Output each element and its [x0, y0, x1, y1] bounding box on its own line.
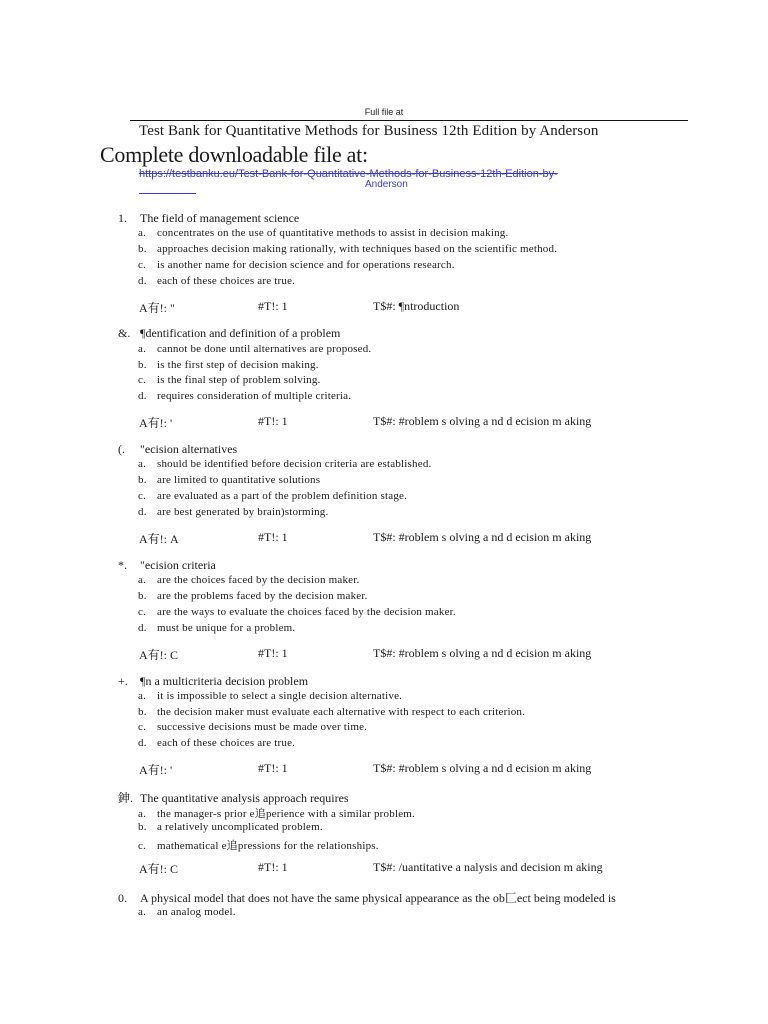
question-1-stem	[118, 211, 299, 226]
answer-label: A有!: C	[139, 862, 179, 876]
option-b: b. are limited to quantitative solutions	[138, 474, 321, 486]
option-d: d. each of these choices are true.	[138, 737, 296, 749]
option-c: c. successive decisions must be made over time.	[138, 721, 368, 733]
option-c: c. is another name for decision science and for operations research.	[138, 259, 455, 271]
answer-label: A有!: '	[139, 416, 173, 430]
link-underline	[139, 193, 196, 194]
question-5-stem	[118, 674, 308, 689]
option-b: b. the decision maker must evaluate each alternative with respect to each criterion.	[138, 706, 526, 718]
option-a: a. cannot be done until alternatives are proposed.	[138, 343, 372, 355]
question-text: The quantitative analysis approach requires	[140, 791, 349, 805]
answer-label: A有!: '	[139, 763, 173, 777]
question-number: +.	[118, 674, 128, 688]
answer-label: A有!: "	[139, 301, 175, 315]
question-text: "ecision alternatives	[140, 442, 238, 456]
question-6-stem	[118, 789, 349, 806]
question-number: 鉮.	[118, 791, 134, 805]
option-b: b. approaches decision making rationally, with techniques based on the scientific method.	[138, 243, 558, 255]
option-b: b. are the problems faced by the decision maker.	[138, 590, 368, 602]
option-d: d. each of these choices are true.	[138, 275, 296, 287]
question-text: ¶dentification and definition of a problem	[140, 326, 341, 340]
download-heading: Complete downloadable file at:	[100, 142, 368, 167]
option-d: d. requires consideration of multiple criteria.	[138, 390, 352, 402]
question-3-stem	[118, 442, 237, 457]
option-a: a. are the choices faced by the decision maker.	[138, 574, 360, 586]
question-text: The field of management science	[140, 211, 300, 225]
question-7-stem	[118, 889, 616, 906]
option-c: c. are the ways to evaluate the choices faced by the decision maker.	[138, 606, 456, 618]
topic-label: T$#: #roblem s olving a nd d ecision m aking	[373, 646, 592, 660]
option-a: a. an analog model.	[138, 906, 236, 918]
points-label: #T!: 1	[258, 530, 288, 544]
question-text: A physical model that does not have the same physical appearance as the ob匚ect being modeled is	[140, 891, 616, 905]
option-b: b. a relatively uncomplicated problem.	[138, 821, 323, 833]
option-a: a. should be identified before decision criteria are established.	[138, 458, 432, 470]
topic-label: T$#: #roblem s olving a nd d ecision m aking	[373, 761, 592, 775]
option-a: a. the manager-s prior e追perience with a similar problem.	[138, 808, 415, 820]
option-b: b. is the first step of decision making.	[138, 359, 319, 371]
question-text: ¶n a multicriteria decision problem	[140, 674, 309, 688]
question-text: "ecision criteria	[140, 558, 216, 572]
topic-label: T$#: /uantitative a nalysis and decision m aking	[373, 860, 603, 874]
answer-label: A有!: A	[139, 532, 179, 546]
points-label: #T!: 1	[258, 299, 288, 313]
header-rule	[130, 120, 688, 121]
full-file-label: Full file at	[364, 107, 404, 117]
question-2-stem	[118, 326, 340, 341]
answer-label: A有!: C	[139, 648, 179, 662]
question-number: *.	[118, 558, 127, 572]
points-label: #T!: 1	[258, 761, 288, 775]
option-d: d. are best generated by brain)storming.	[138, 506, 329, 518]
question-number: (.	[118, 442, 125, 456]
question-4-stem	[118, 558, 216, 573]
topic-label: T$#: #roblem s olving a nd d ecision m aking	[373, 414, 592, 428]
download-link[interactable]: https://testbanku.eu/Test-Bank-for-Quantitative-Methods-for-Business-12th-Edition-by-	[139, 168, 558, 180]
topic-label: T$#: ¶ntroduction	[373, 299, 460, 313]
document-title: Test Bank for Quantitative Methods for Business 12th Edition by Anderson	[139, 123, 599, 139]
points-label: #T!: 1	[258, 646, 288, 660]
question-number: &.	[118, 326, 131, 340]
option-d: d. must be unique for a problem.	[138, 622, 296, 634]
option-a: a. it is impossible to select a single decision alternative.	[138, 690, 403, 702]
question-number: 1.	[118, 211, 127, 225]
option-c: c. is the final step of problem solving.	[138, 374, 321, 386]
points-label: #T!: 1	[258, 860, 288, 874]
option-c: c. are evaluated as a part of the problem definition stage.	[138, 490, 408, 502]
download-link-continued[interactable]: Anderson	[365, 179, 408, 190]
option-a: a. concentrates on the use of quantitative methods to assist in decision making.	[138, 227, 509, 239]
question-number: 0.	[118, 891, 127, 905]
points-label: #T!: 1	[258, 414, 288, 428]
topic-label: T$#: #roblem s olving a nd d ecision m aking	[373, 530, 592, 544]
option-c: c. mathematical e追pressions for the relationships.	[138, 840, 379, 852]
